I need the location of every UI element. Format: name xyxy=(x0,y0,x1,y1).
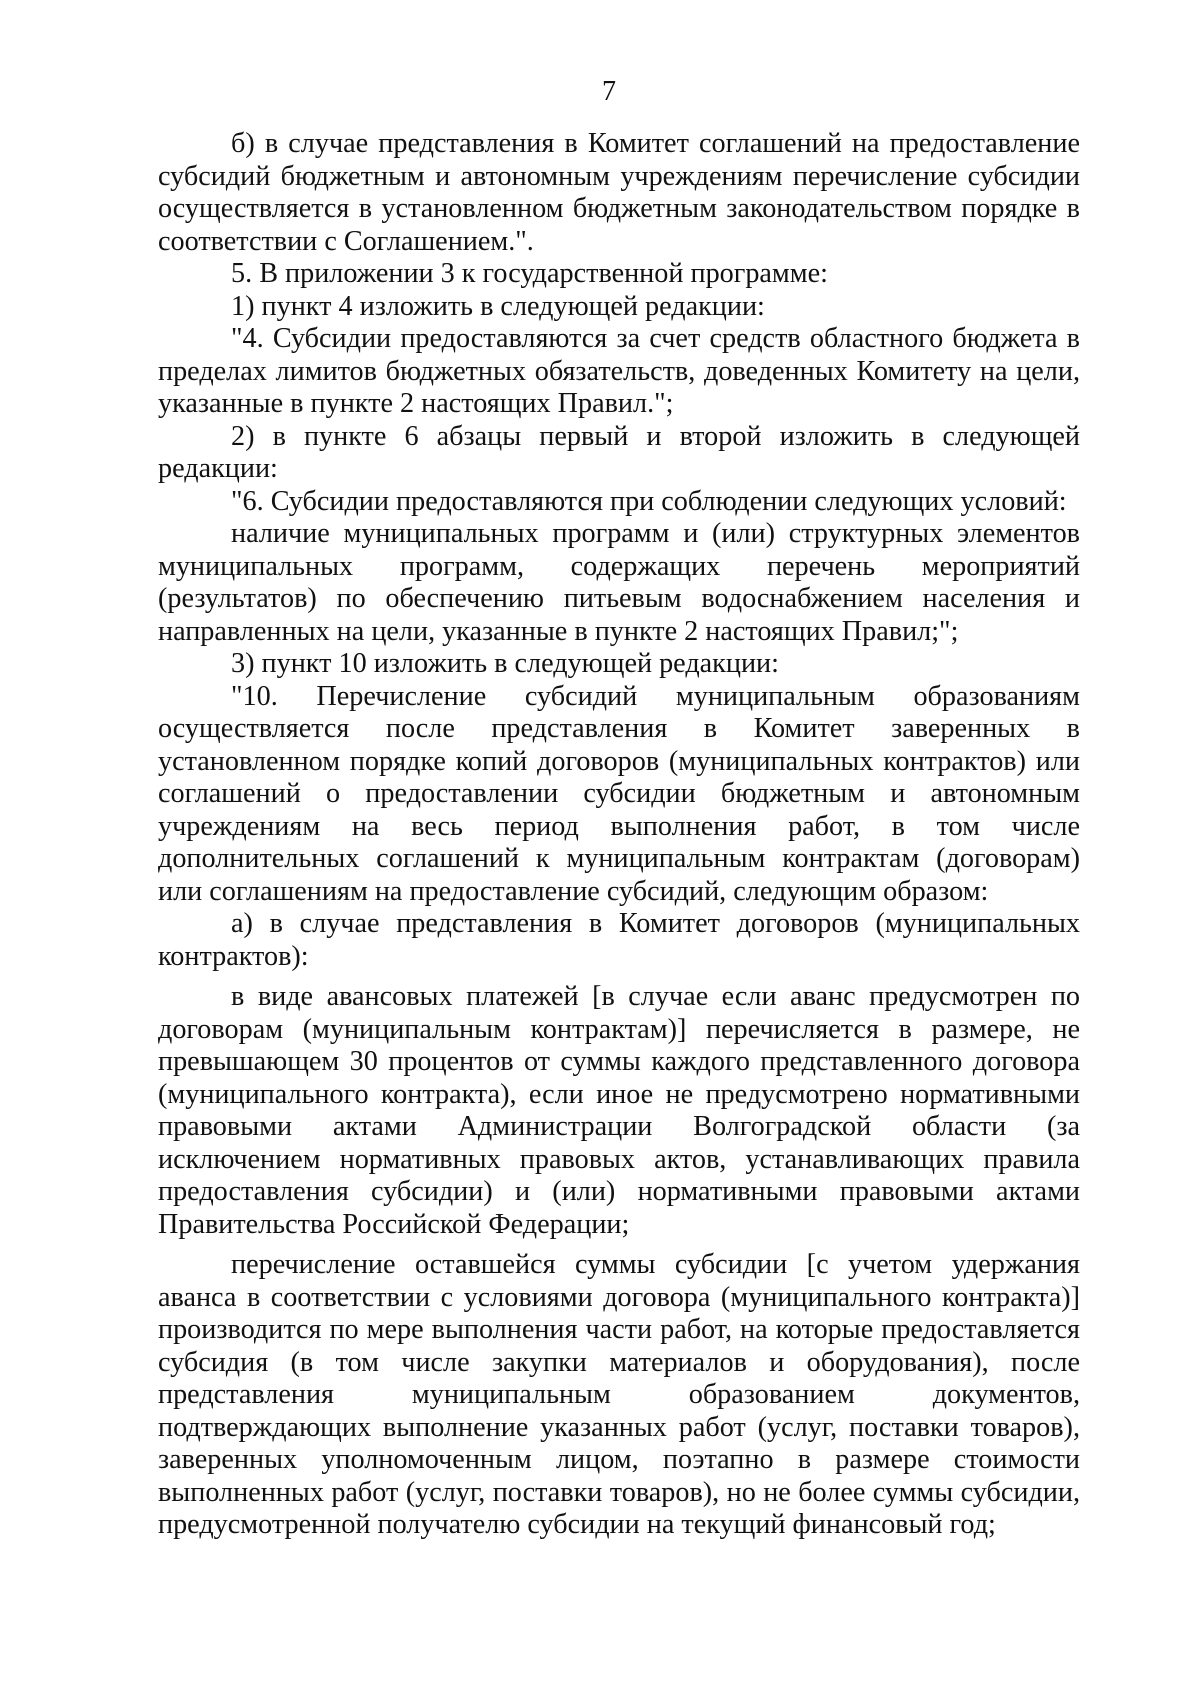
paragraph: в виде авансовых платежей [в случае если аванс предусмотрен по договорам (муниципальным контрактам)] перечисляется в размере, не превышающем 30 процентов от суммы каждого представленного договора (муниципального контракта), если иное не предусмотрено нормативными правовыми актами Администрации Волгоградской области (за исключением нормативных правовых актов, устанавливающих правила предоставления субсидии) и (или) нормативными правовыми актами Правительства Российской Федерации; xyxy=(158,981,1080,1240)
paragraph: "6. Субсидии предоставляются при соблюдении следующих условий: xyxy=(231,485,1067,517)
paragraph: "10. Перечисление субсидий муниципальным образованиям осуществляется после представления в Комитет заверенных в установленном порядке копий договоров (муниципальных контрактов) или соглашений о предоставлении субсидии бюджетным и автономным учреждениям на весь период выполнения работ, в том числе дополнительных соглашений к муниципальным контрактам (договорам) или соглашениям на предоставление субсидий, следующим образом: xyxy=(158,680,1080,907)
paragraph: 5. В приложении 3 к государственной программе: xyxy=(231,258,828,289)
paragraph: 3) пункт 10 изложить в следующей редакции: xyxy=(231,648,779,679)
paragraph: наличие муниципальных программ и (или) структурных элементов муниципальных программ, содержащих перечень мероприятий (результатов) по обеспечению питьевым водоснабжением населения и направленных на цели, указанные в пункте 2 настоящих Правил;"; xyxy=(158,518,1080,647)
document-body xyxy=(158,128,1080,1542)
paragraph: 1) пункт 4 изложить в следующей редакции: xyxy=(231,290,765,322)
paragraph: а) в случае представления в Комитет договоров (муниципальных контрактов): xyxy=(158,908,1080,972)
page-number: 7 xyxy=(602,76,616,107)
paragraph: б) в случае представления в Комитет соглашений на предоставление субсидий бюджетным и автономным учреждениям перечисление субсидии осуществляется в установленном бюджетным законодательством порядке в соответствии с Соглашением.". xyxy=(158,128,1080,257)
paragraph: перечисление оставшейся суммы субсидии [с учетом удержания аванса в соответствии с условиями договора (муниципального контракта)] производится по мере выполнения части работ, на которые предоставляется субсидия (в том числе закупки материалов и оборудования), после представления муниципальным образованием документов, подтверждающих выполнение указанных работ (услуг, поставки товаров), заверенных уполномоченным лицом, поэтапно в размере стоимости выполненных работ (услуг, поставки товаров), но не более суммы субсидии, предусмотренной получателю субсидии на текущий финансовый год; xyxy=(158,1249,1080,1540)
paragraph: 2) в пункте 6 абзацы первый и второй изложить в следующей редакции: xyxy=(158,420,1080,484)
paragraph: "4. Субсидии предоставляются за счет средств областного бюджета в пределах лимитов бюджетных обязательств, доведенных Комитету на цели, указанные в пункте 2 настоящих Правил."; xyxy=(158,323,1080,419)
